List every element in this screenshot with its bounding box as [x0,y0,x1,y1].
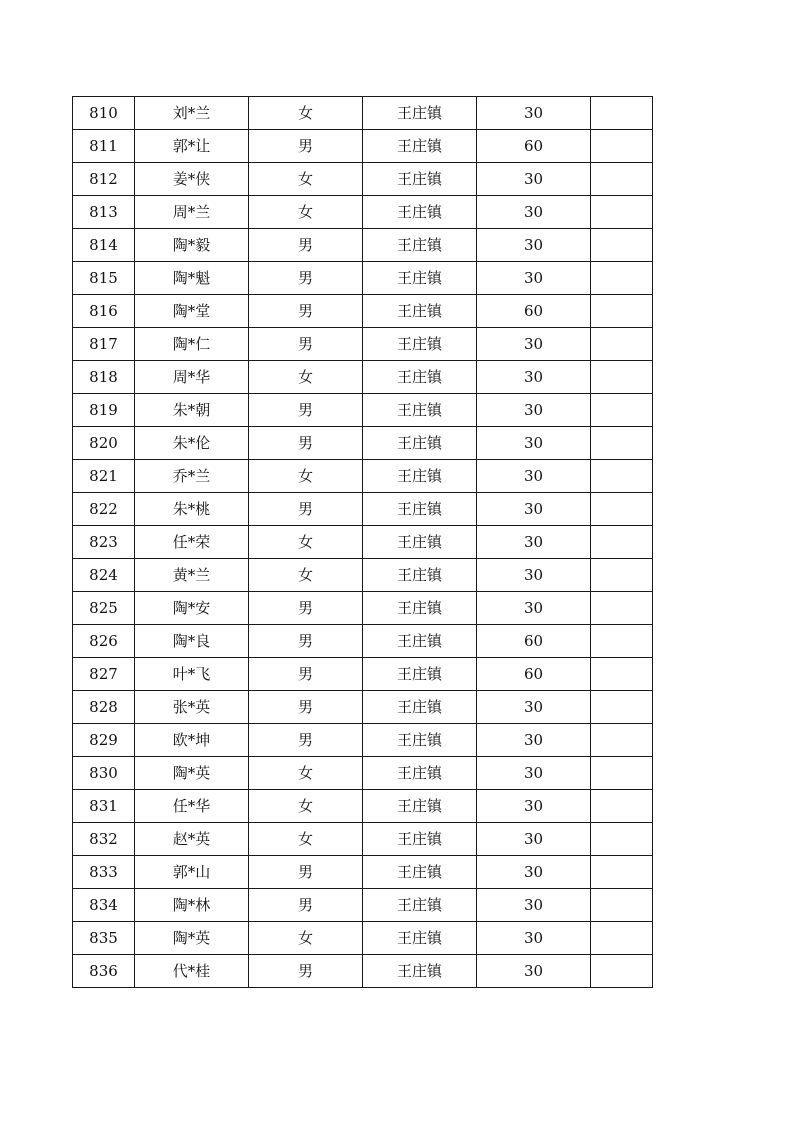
note-cell [591,394,653,427]
note-cell [591,427,653,460]
gender-cell: 男 [249,955,363,988]
table-row [73,229,653,262]
gender-cell: 男 [249,493,363,526]
amount-cell: 30 [477,427,591,460]
name-cell: 代*桂 [135,955,249,988]
row-number-cell: 818 [73,361,135,394]
note-cell [591,691,653,724]
amount-cell: 30 [477,361,591,394]
name-cell: 刘*兰 [135,97,249,130]
table-row [73,526,653,559]
table-row [73,196,653,229]
roster-table [72,96,653,988]
table-row [73,823,653,856]
row-number-cell: 810 [73,97,135,130]
row-number-cell: 834 [73,889,135,922]
table-row [73,625,653,658]
row-number-cell: 824 [73,559,135,592]
table-row [73,163,653,196]
town-cell: 王庄镇 [363,262,477,295]
name-cell: 陶*安 [135,592,249,625]
note-cell [591,559,653,592]
amount-cell: 30 [477,889,591,922]
note-cell [591,790,653,823]
note-cell [591,328,653,361]
town-cell: 王庄镇 [363,625,477,658]
row-number-cell: 820 [73,427,135,460]
table-row [73,493,653,526]
gender-cell: 女 [249,823,363,856]
amount-cell: 30 [477,97,591,130]
row-number-cell: 826 [73,625,135,658]
gender-cell: 男 [249,295,363,328]
town-cell: 王庄镇 [363,724,477,757]
gender-cell: 女 [249,559,363,592]
row-number-cell: 831 [73,790,135,823]
table-row [73,328,653,361]
note-cell [591,493,653,526]
amount-cell: 30 [477,724,591,757]
amount-cell: 30 [477,526,591,559]
name-cell: 郭*山 [135,856,249,889]
name-cell: 朱*朝 [135,394,249,427]
row-number-cell: 836 [73,955,135,988]
row-number-cell: 813 [73,196,135,229]
row-number-cell: 817 [73,328,135,361]
note-cell [591,262,653,295]
table-row [73,757,653,790]
town-cell: 王庄镇 [363,493,477,526]
town-cell: 王庄镇 [363,427,477,460]
town-cell: 王庄镇 [363,526,477,559]
town-cell: 王庄镇 [363,757,477,790]
amount-cell: 30 [477,229,591,262]
gender-cell: 男 [249,229,363,262]
gender-cell: 男 [249,856,363,889]
name-cell: 周*华 [135,361,249,394]
row-number-cell: 827 [73,658,135,691]
amount-cell: 30 [477,856,591,889]
row-number-cell: 819 [73,394,135,427]
gender-cell: 女 [249,460,363,493]
note-cell [591,955,653,988]
gender-cell: 女 [249,526,363,559]
town-cell: 王庄镇 [363,394,477,427]
gender-cell: 男 [249,592,363,625]
row-number-cell: 835 [73,922,135,955]
amount-cell: 30 [477,460,591,493]
gender-cell: 女 [249,163,363,196]
row-number-cell: 816 [73,295,135,328]
name-cell: 陶*英 [135,922,249,955]
name-cell: 陶*林 [135,889,249,922]
amount-cell: 30 [477,955,591,988]
note-cell [591,361,653,394]
gender-cell: 男 [249,691,363,724]
note-cell [591,856,653,889]
table-row [73,691,653,724]
name-cell: 张*英 [135,691,249,724]
town-cell: 王庄镇 [363,97,477,130]
amount-cell: 30 [477,691,591,724]
amount-cell: 30 [477,559,591,592]
table-row [73,97,653,130]
row-number-cell: 815 [73,262,135,295]
name-cell: 欧*坤 [135,724,249,757]
gender-cell: 女 [249,196,363,229]
amount-cell: 30 [477,196,591,229]
note-cell [591,658,653,691]
town-cell: 王庄镇 [363,130,477,163]
name-cell: 黄*兰 [135,559,249,592]
table-row [73,460,653,493]
name-cell: 周*兰 [135,196,249,229]
row-number-cell: 814 [73,229,135,262]
name-cell: 郭*让 [135,130,249,163]
town-cell: 王庄镇 [363,889,477,922]
note-cell [591,757,653,790]
town-cell: 王庄镇 [363,361,477,394]
note-cell [591,724,653,757]
gender-cell: 男 [249,262,363,295]
gender-cell: 女 [249,757,363,790]
town-cell: 王庄镇 [363,823,477,856]
town-cell: 王庄镇 [363,229,477,262]
note-cell [591,823,653,856]
name-cell: 陶*魁 [135,262,249,295]
gender-cell: 男 [249,394,363,427]
amount-cell: 30 [477,823,591,856]
amount-cell: 30 [477,922,591,955]
row-number-cell: 828 [73,691,135,724]
town-cell: 王庄镇 [363,592,477,625]
table-row [73,922,653,955]
row-number-cell: 811 [73,130,135,163]
table-row [73,592,653,625]
table-row [73,559,653,592]
name-cell: 陶*良 [135,625,249,658]
row-number-cell: 822 [73,493,135,526]
town-cell: 王庄镇 [363,328,477,361]
amount-cell: 30 [477,493,591,526]
name-cell: 朱*桃 [135,493,249,526]
name-cell: 陶*仁 [135,328,249,361]
town-cell: 王庄镇 [363,196,477,229]
note-cell [591,526,653,559]
gender-cell: 男 [249,889,363,922]
table-row [73,295,653,328]
row-number-cell: 830 [73,757,135,790]
town-cell: 王庄镇 [363,295,477,328]
row-number-cell: 821 [73,460,135,493]
amount-cell: 30 [477,163,591,196]
gender-cell: 男 [249,658,363,691]
gender-cell: 男 [249,427,363,460]
gender-cell: 女 [249,97,363,130]
row-number-cell: 829 [73,724,135,757]
gender-cell: 男 [249,625,363,658]
town-cell: 王庄镇 [363,790,477,823]
town-cell: 王庄镇 [363,691,477,724]
town-cell: 王庄镇 [363,922,477,955]
roster-table-body [73,97,653,988]
amount-cell: 60 [477,625,591,658]
amount-cell: 30 [477,262,591,295]
amount-cell: 30 [477,394,591,427]
name-cell: 陶*毅 [135,229,249,262]
row-number-cell: 833 [73,856,135,889]
name-cell: 陶*堂 [135,295,249,328]
gender-cell: 女 [249,790,363,823]
row-number-cell: 832 [73,823,135,856]
note-cell [591,196,653,229]
name-cell: 姜*侠 [135,163,249,196]
town-cell: 王庄镇 [363,658,477,691]
table-row [73,955,653,988]
note-cell [591,625,653,658]
row-number-cell: 812 [73,163,135,196]
note-cell [591,922,653,955]
name-cell: 陶*英 [135,757,249,790]
table-row [73,724,653,757]
table-row [73,790,653,823]
name-cell: 任*华 [135,790,249,823]
gender-cell: 男 [249,724,363,757]
note-cell [591,130,653,163]
row-number-cell: 823 [73,526,135,559]
table-row [73,262,653,295]
name-cell: 叶*飞 [135,658,249,691]
town-cell: 王庄镇 [363,856,477,889]
name-cell: 乔*兰 [135,460,249,493]
amount-cell: 60 [477,658,591,691]
row-number-cell: 825 [73,592,135,625]
gender-cell: 女 [249,922,363,955]
gender-cell: 男 [249,328,363,361]
town-cell: 王庄镇 [363,955,477,988]
gender-cell: 女 [249,361,363,394]
name-cell: 任*荣 [135,526,249,559]
note-cell [591,97,653,130]
table-row [73,889,653,922]
town-cell: 王庄镇 [363,460,477,493]
note-cell [591,163,653,196]
amount-cell: 30 [477,757,591,790]
table-row [73,394,653,427]
town-cell: 王庄镇 [363,559,477,592]
amount-cell: 30 [477,592,591,625]
note-cell [591,295,653,328]
note-cell [591,889,653,922]
table-row [73,361,653,394]
town-cell: 王庄镇 [363,163,477,196]
table-row [73,856,653,889]
table-row [73,658,653,691]
note-cell [591,592,653,625]
note-cell [591,229,653,262]
table-row [73,427,653,460]
amount-cell: 30 [477,790,591,823]
gender-cell: 男 [249,130,363,163]
note-cell [591,460,653,493]
name-cell: 朱*伦 [135,427,249,460]
amount-cell: 60 [477,295,591,328]
amount-cell: 60 [477,130,591,163]
table-row [73,130,653,163]
name-cell: 赵*英 [135,823,249,856]
amount-cell: 30 [477,328,591,361]
